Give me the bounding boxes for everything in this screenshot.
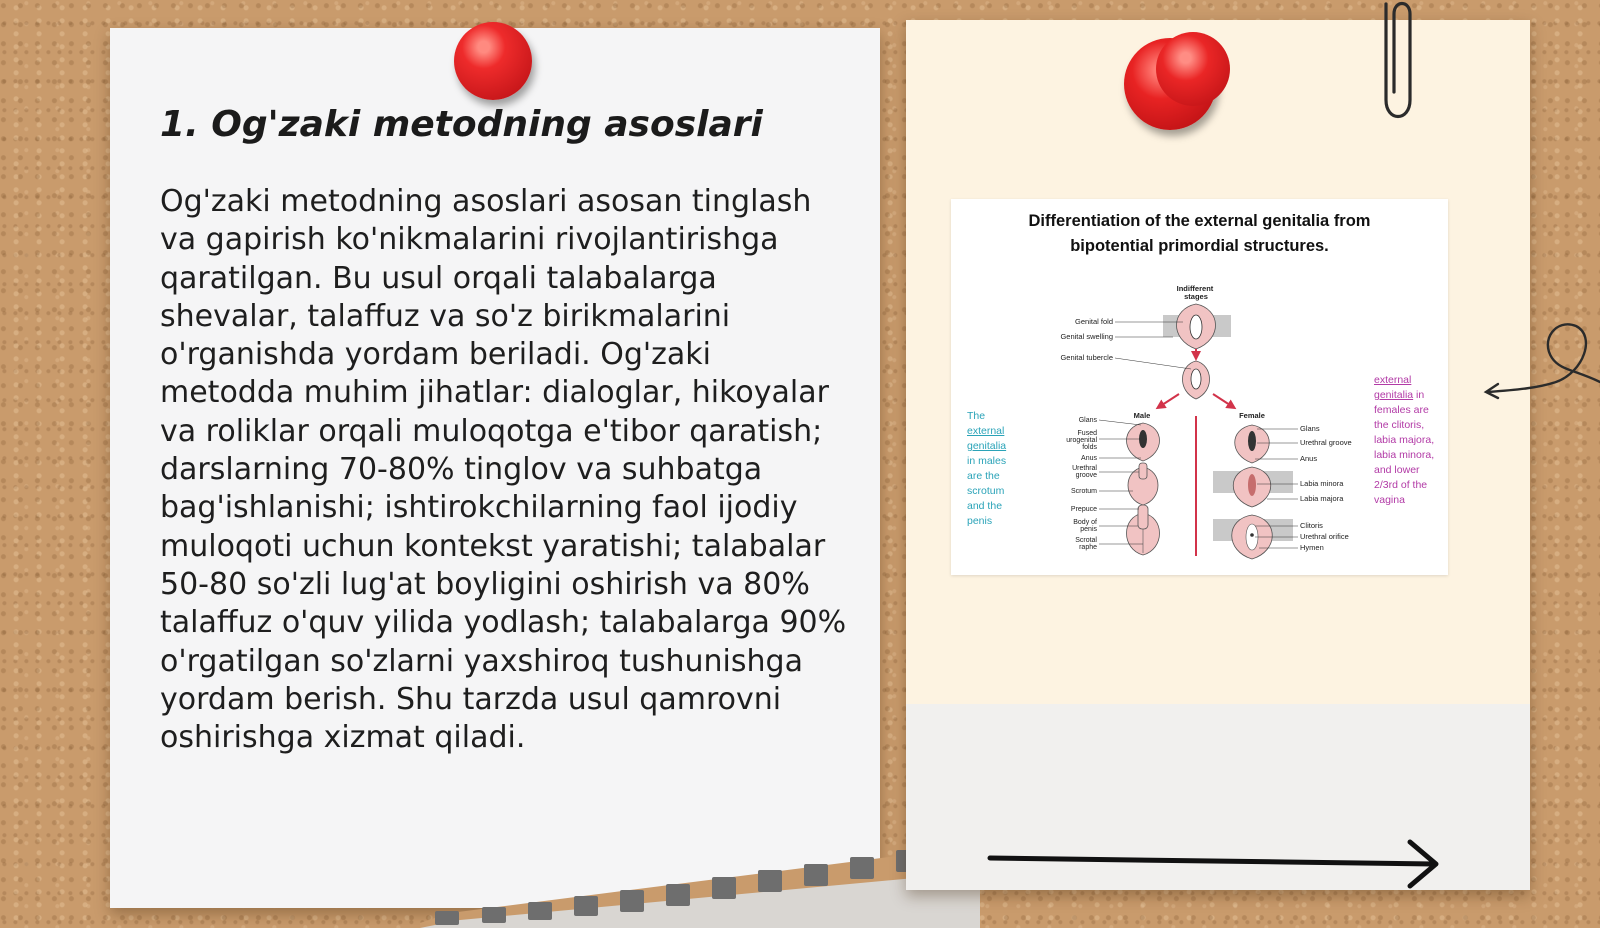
svg-text:Prepuce: Prepuce [1070,506,1097,513]
external-genitalia-link-female[interactable]: external genitalia [1374,374,1414,401]
svg-text:Urethral groove: Urethral groove [1300,438,1352,447]
figure-title-line-2: bipotential primordial structures. [1070,237,1329,255]
svg-text:Urethral orifice: Urethral orifice [1300,532,1349,541]
svg-text:Urethralgroove: Urethral groove [1072,465,1097,479]
stage-female-label: Female [1239,411,1265,420]
right-arrow-icon [986,836,1446,892]
svg-text:Labia minora: Labia minora [1300,479,1344,488]
left-note-card [110,28,880,908]
external-genitalia-link-male[interactable]: external genitalia [967,425,1007,452]
svg-text:Labia majora: Labia majora [1300,494,1344,503]
male-note: The external genitalia in males are the scrotum and the penis [967,410,1007,527]
card-body-text: Og'zaki metodning asoslari asosan tinglash va gapirish ko'nikmalarini rivojlantirishga qaratilgan. Bu usul orqali talabalarga shevalar, talaffuz va so'z birikmalarini o'rganishda yordam beriladi. Og'zaki metodda muhim jihatlar: dialoglar, hikoyalar va roliklar orqali muloqotga e'tibor qaratish; darslarning 70-80% tinglov va suhbatga bag'ishlanishi; ishtirokchilarning faol ijodiy muloqoti uchun kontekst yaratishi; talabalar 50-80 so'zli lug'at boyligini oshirish va 80% talaffuz o'quv yilida yodlash; talabalarga 90% o'rgatilgan so'zlarni yaxshiroq tushunishga yordam berish. Shu tarzda usul qamrovni oshirishga xizmat qiladi. [160,184,847,756]
paper-clip-icon [1376,0,1416,125]
red-pushpin-icon [1156,32,1230,106]
female-stage-drawings [1213,425,1293,559]
svg-text:Anus: Anus [1300,454,1318,463]
svg-text:Scrotum: Scrotum [1070,488,1097,495]
loop-arrow-icon [1480,310,1600,410]
svg-text:Anus: Anus [1081,455,1097,462]
svg-text:Clitoris: Clitoris [1300,521,1323,530]
card-title: 1. Og'zaki metodning asoslari [160,104,763,145]
torn-paper-edge [420,828,980,928]
stage-indifferent-label: Indifferent stages [1176,284,1214,301]
figure-title-line-1: Differentiation of the external genitalia from [1028,212,1371,230]
svg-text:Body ofpenis: Body of penis [1073,519,1097,533]
svg-text:Genital fold: Genital fold [1075,317,1113,326]
male-stage-drawings [1127,423,1160,555]
female-note: external genitalia in females are the clitoris, labia majora, labia minora, and lower 2/3rd of the vagina [1374,374,1435,506]
svg-text:Glans: Glans [1300,424,1320,433]
svg-text:Genital swelling: Genital swelling [1060,332,1113,341]
svg-text:Glans: Glans [1078,417,1097,424]
svg-text:Hymen: Hymen [1300,543,1324,552]
svg-text:Genital tubercle: Genital tubercle [1060,353,1113,362]
anatomy-figure [951,199,1448,575]
red-pushpin-icon [454,22,532,100]
svg-text:Fusedurogenitalfolds: Fused urogenital folds [1066,430,1097,451]
stage-male-label: Male [1133,411,1151,420]
svg-text:Scrotalraphe: Scrotal raphe [1075,537,1097,551]
